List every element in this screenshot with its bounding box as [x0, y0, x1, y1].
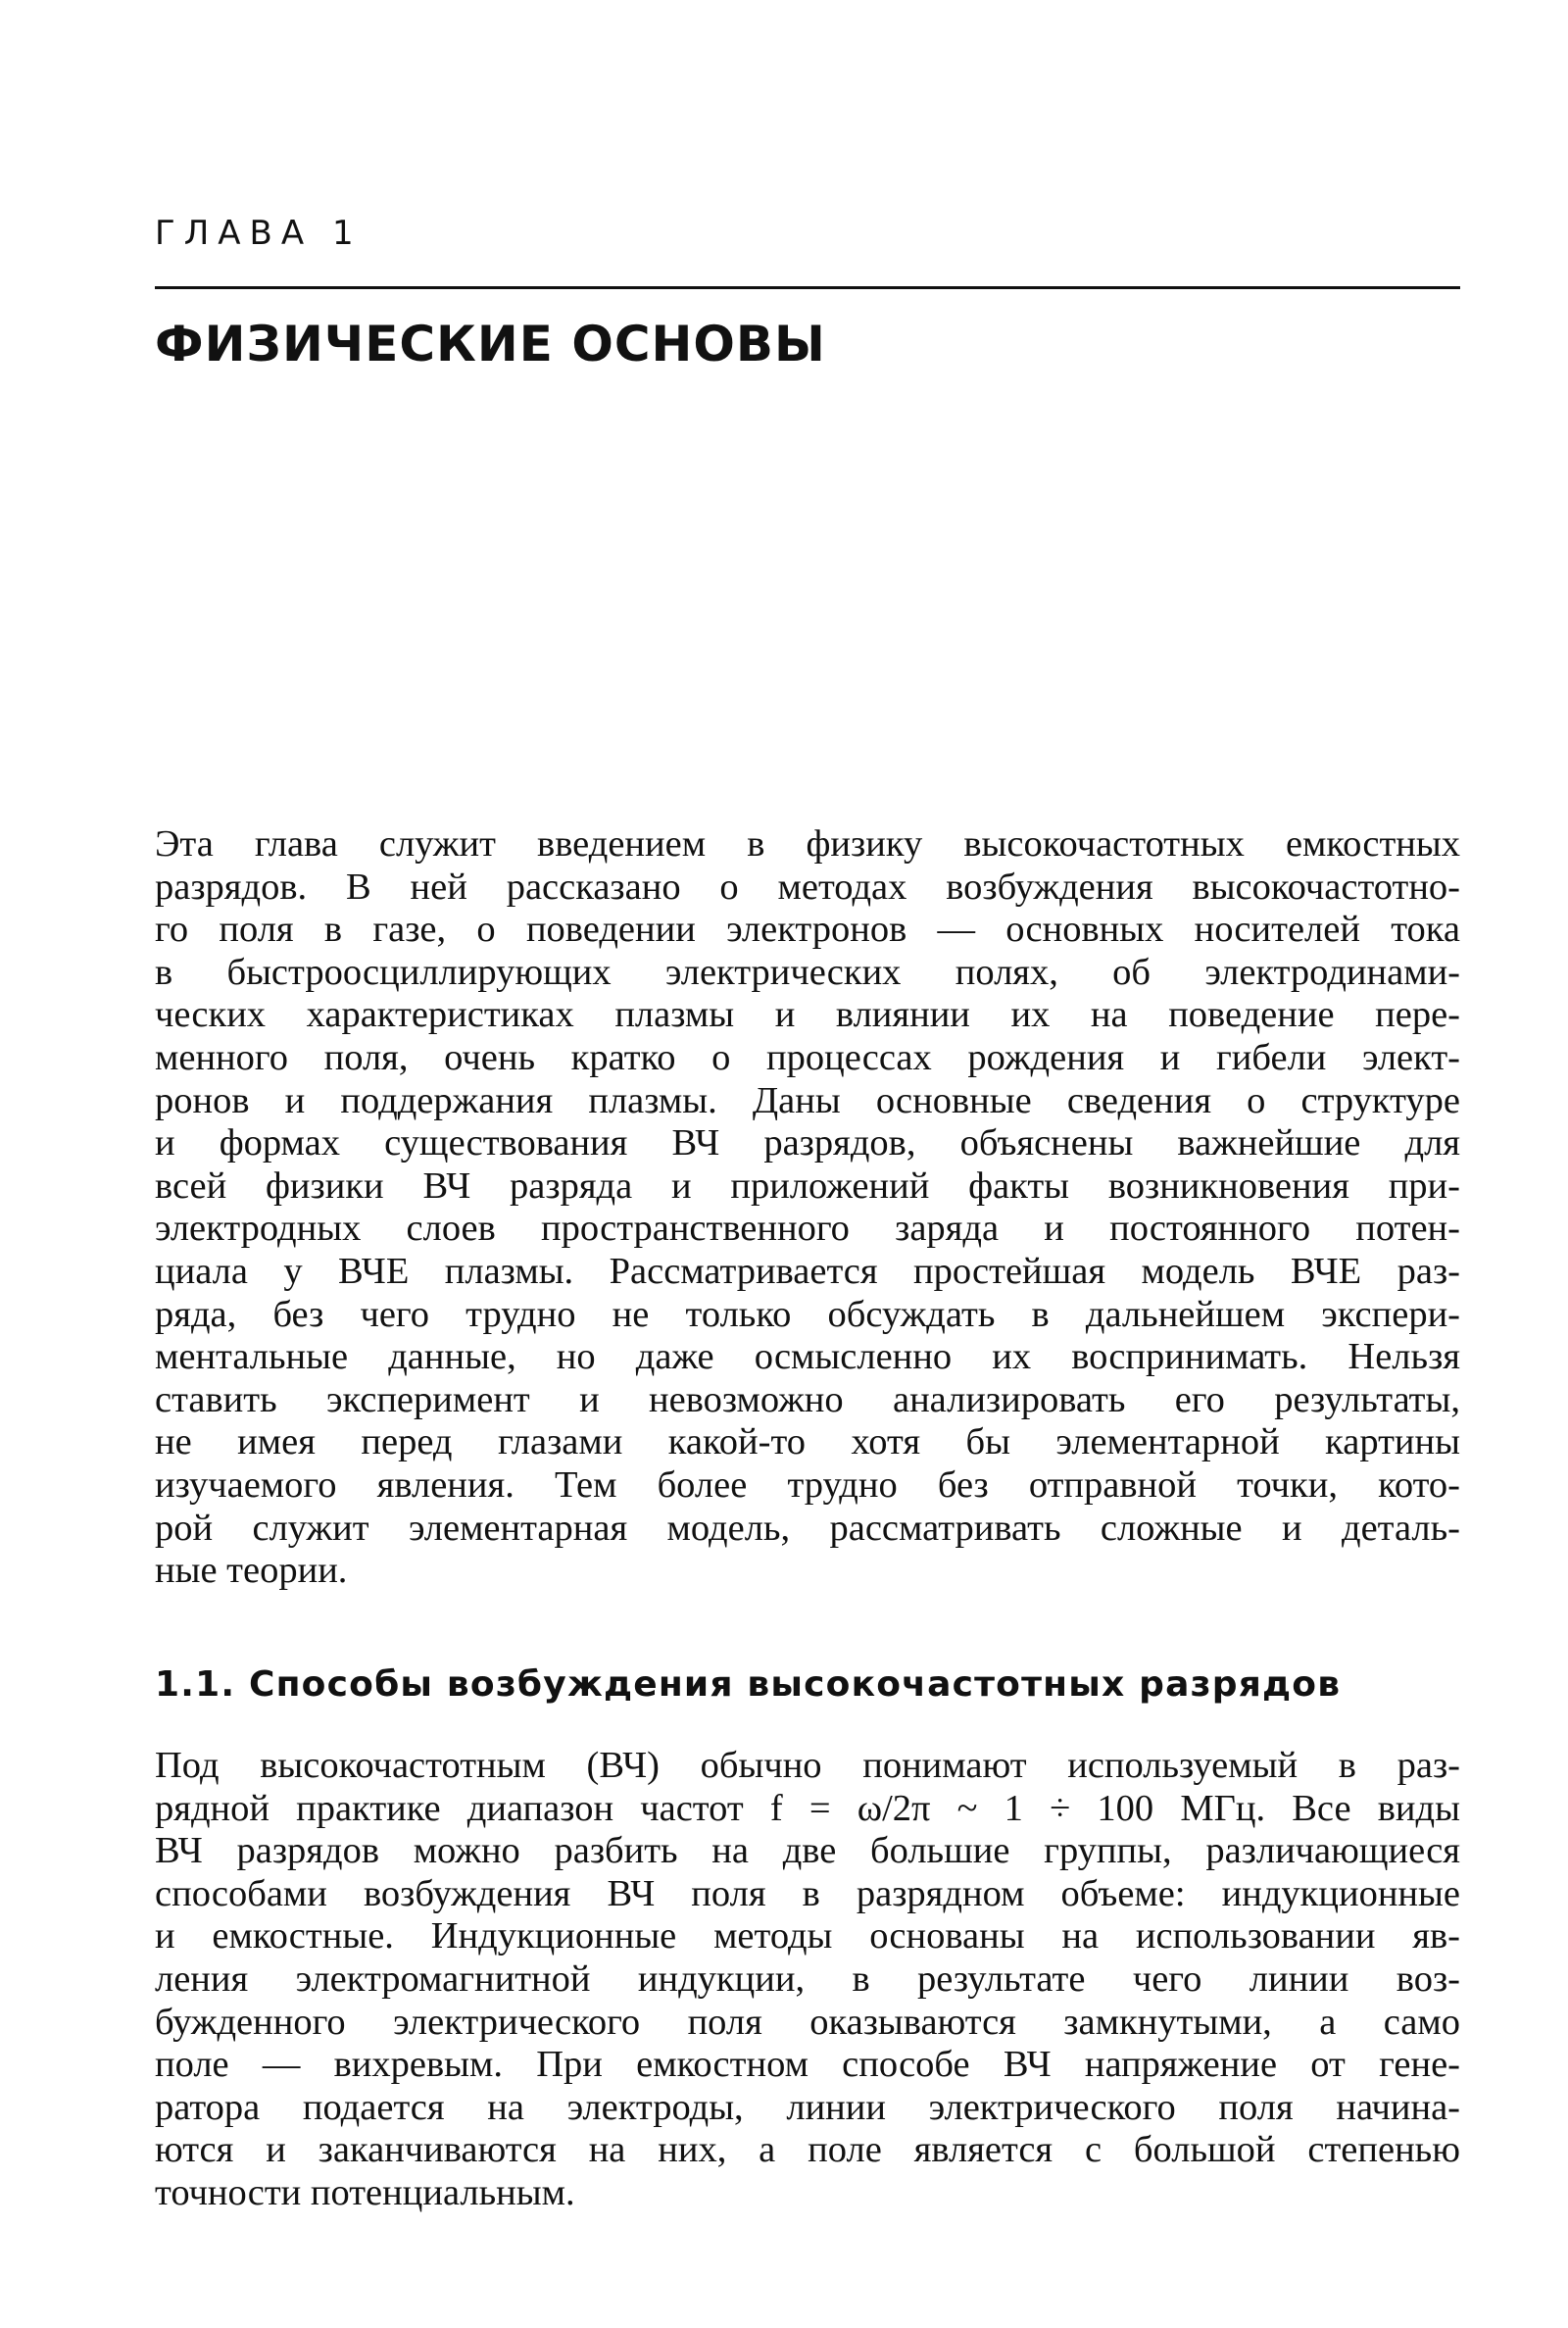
- section-line: точности потенциальным.: [155, 2171, 575, 2213]
- section-line: способами возбуждения ВЧ поля в разрядном объеме: индукционные: [155, 1872, 1460, 1914]
- intro-line: циала у ВЧЕ плазмы. Рассматривается простейшая модель ВЧЕ раз-: [155, 1250, 1460, 1292]
- intro-line: Эта глава служит введением в физику высокочастотных емкостных: [155, 823, 1460, 865]
- intro-line: всей физики ВЧ разряда и приложений факты возникновения при-: [155, 1164, 1460, 1207]
- section-line: и емкостные. Индукционные методы основаны на использовании яв-: [155, 1915, 1460, 1957]
- section-line: ются и заканчиваются на них, а поле является с большой степенью: [155, 2129, 1460, 2171]
- intro-line: и формах существования ВЧ разрядов, объяснены важнейшие для: [155, 1122, 1460, 1164]
- intro-line: ряда, без чего трудно не только обсуждать в дальнейшем экспери-: [155, 1293, 1460, 1335]
- chapter-rule: [155, 286, 1460, 289]
- section-line: бужденного электрического поля оказываются замкнутыми, а само: [155, 2001, 1460, 2043]
- intro-paragraph: [155, 823, 1460, 1593]
- section-line: рядной практике диапазон частот f = ω/2π ~ 1 ÷ 100 МГц. Все виды: [155, 1787, 1460, 1829]
- intro-line: изучаемого явления. Тем более трудно без отправной точки, кото-: [155, 1463, 1460, 1506]
- chapter-title: ФИЗИЧЕСКИЕ ОСНОВЫ: [155, 316, 826, 372]
- intro-line: в быстроосциллирующих электрических полях, об электродинами-: [155, 951, 1460, 993]
- intro-line: не имея перед глазами какой-то хотя бы элементарной картины: [155, 1421, 1460, 1463]
- section-paragraph: [155, 1745, 1460, 2215]
- intro-line: менного поля, очень кратко о процессах рождения и гибели элект-: [155, 1036, 1460, 1078]
- section-line: Под высокочастотным (ВЧ) обычно понимают используемый в раз-: [155, 1745, 1460, 1786]
- intro-line: ные теории.: [155, 1550, 348, 1592]
- intro-line: электродных слоев пространственного заряда и постоянного потен-: [155, 1208, 1460, 1250]
- intro-line: ментальные данные, но даже осмысленно их воспринимать. Нельзя: [155, 1336, 1460, 1378]
- intro-line: го поля в газе, о поведении электронов — основных носителей тока: [155, 909, 1460, 951]
- section-line: ратора подается на электроды, линии электрического поля начина-: [155, 2086, 1460, 2128]
- intro-line: рой служит элементарная модель, рассматривать сложные и деталь-: [155, 1507, 1460, 1549]
- section-line: ления электромагнитной индукции, в результате чего линии воз-: [155, 1957, 1460, 2000]
- chapter-label: ГЛАВА 1: [155, 214, 363, 253]
- intro-line: ставить эксперимент и невозможно анализировать его результаты,: [155, 1378, 1460, 1420]
- intro-line: ческих характеристиках плазмы и влиянии их на поведение пере-: [155, 994, 1460, 1036]
- section-heading: 1.1. Способы возбуждения высокочастотных разрядов: [155, 1664, 1342, 1705]
- intro-line: ронов и поддержания плазмы. Даны основные сведения о структуре: [155, 1079, 1460, 1121]
- section-line: поле — вихревым. При емкостном способе ВЧ напряжение от гене-: [155, 2044, 1460, 2086]
- intro-line: разрядов. В ней рассказано о методах возбуждения высокочастотно-: [155, 866, 1460, 908]
- section-line: ВЧ разрядов можно разбить на две большие группы, различающиеся: [155, 1830, 1460, 1872]
